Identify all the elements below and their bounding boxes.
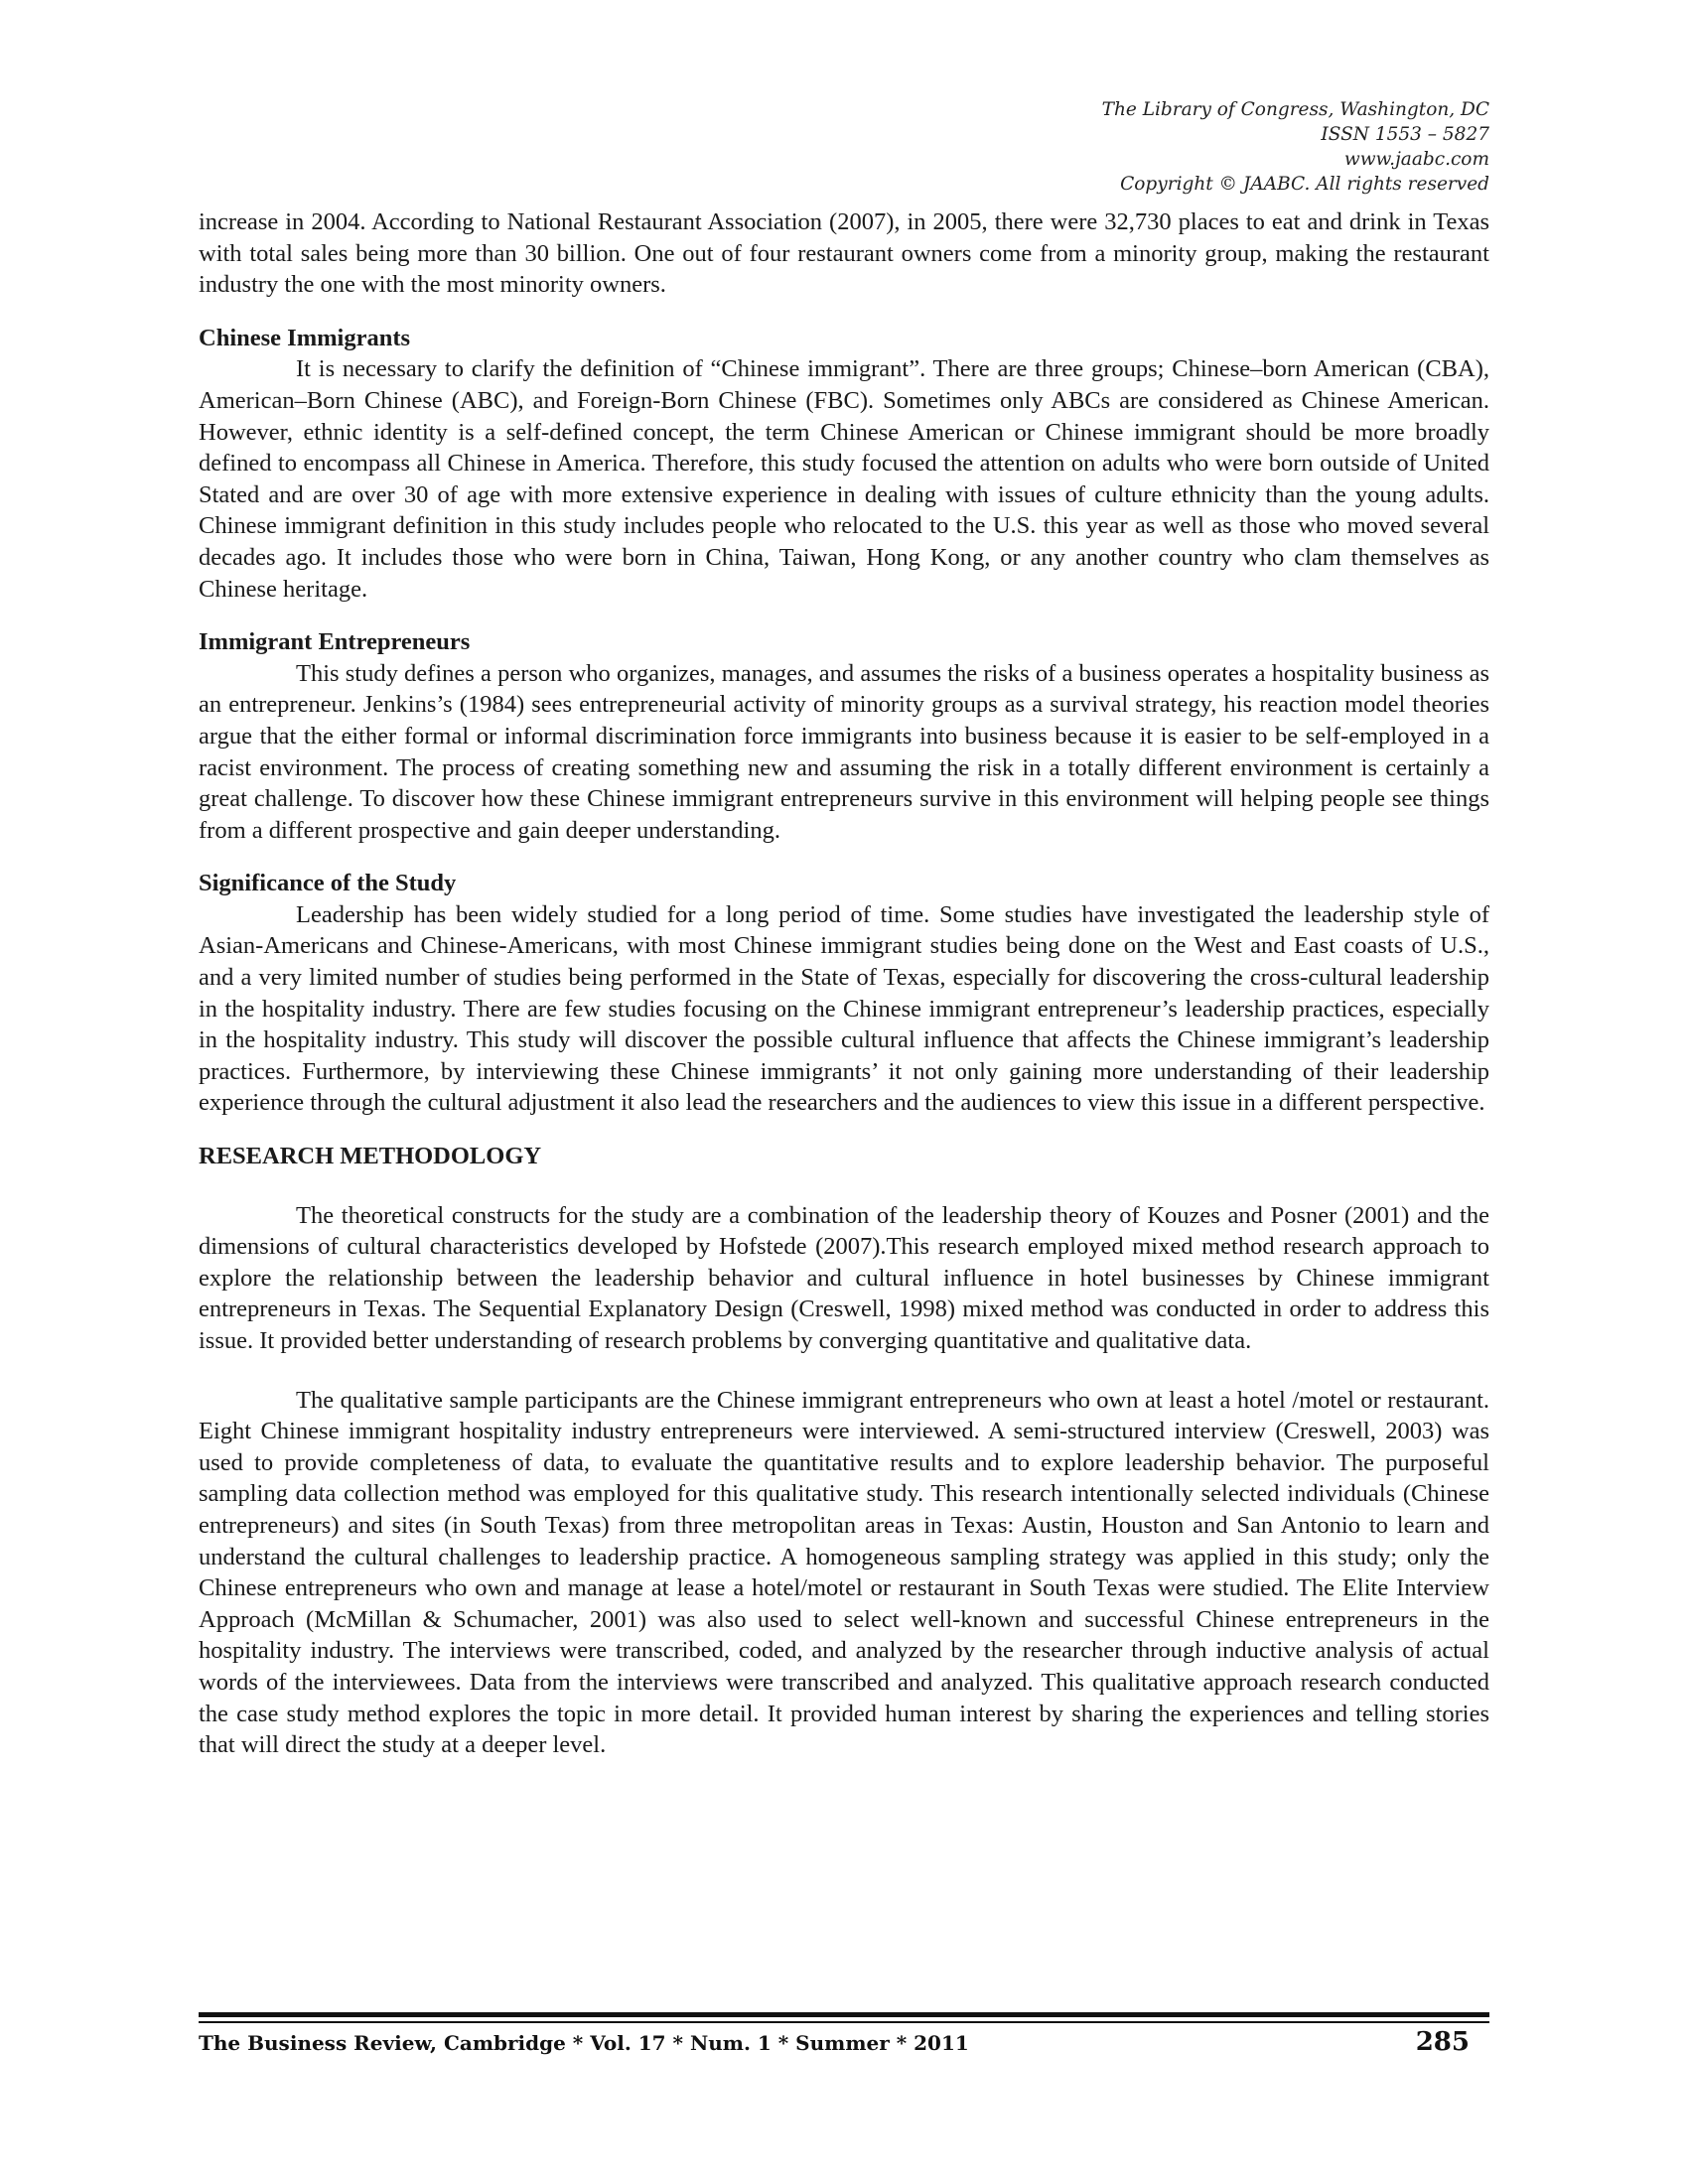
heading-chinese-immigrants: Chinese Immigrants xyxy=(199,324,411,351)
page-number: 285 xyxy=(1415,2027,1470,2057)
footer-rule-thin xyxy=(199,2021,1489,2023)
header-publisher-line: The Library of Congress, Washington, DC xyxy=(1101,99,1489,120)
paragraph-methodology-2: The qualitative sample participants are the Chinese immigrant entrepreneurs who own at least a hotel /motel or restaurant. Eight Chinese immigrant hospitality industry entrepreneurs were interviewed. A semi-structured interview (Creswell, 2003) was used to provide completeness of data, to evaluate the quantitative results and to explore leadership behavior. The purposeful sampling data collection method was employed for this qualitative study. This research intentionally selected individuals (Chinese entrepreneurs) and sites (in South Texas) from three metropolitan areas in Texas: Austin, Houston and San Antonio to learn and understand the cultural challenges to leadership practice. A homogeneous sampling strategy was applied in this study; only the Chinese entrepreneurs who own and manage at lease a hotel/motel or restaurant in South Texas were studied. The Elite Interview Approach (McMillan & Schumacher, 2001) was also used to select well-known and successful Chinese entrepreneurs in the hospitality industry. The interviews were transcribed, coded, and analyzed by the researcher through inductive analysis of actual words of the interviewees. Data from the interviews were transcribed and analyzed. This qualitative approach research conducted the case study method explores the topic in more detail. It provided human interest by sharing the experiences and telling stories that will direct the study at a deeper level. xyxy=(199,1386,1489,1759)
paragraph-methodology-1: The theoretical constructs for the study are a combination of the leadership theory of Kouzes and Posner (2001) and the dimensions of cultural characteristics developed by Hofstede (2007).This research employed mixed method research approach to explore the relationship between the leadership behavior and cultural influence in hotel businesses by Chinese immigrant entrepreneurs in Texas. The Sequential Explanatory Design (Creswell, 1998) mixed method was conducted in order to address this issue. It provided better understanding of research problems by converging quantitative and qualitative data. xyxy=(199,1201,1489,1354)
intro-paragraph: increase in 2004. According to National Restaurant Association (2007), in 2005, there were 32,730 places to eat and drink in Texas with total sales being more than 30 billion. One out of four restaurant owners come from a minority group, making the restaurant industry the one with the most minority owners. xyxy=(199,208,1489,299)
paragraph-immigrant-entrepreneurs: This study defines a person who organizes, manages, and assumes the risks of a business operates a hospitality business as an entrepreneur. Jenkins’s (1984) sees entrepreneurial activity of minority groups as a survival strategy, his reaction model theories argue that the either formal or informal discrimination force immigrants into business because it is easier to be self-employed in a racist environment. The process of creating something new and assuming the risk in a totally different environment is certainly a great challenge. To discover how these Chinese immigrant entrepreneurs survive in this environment will helping people see things from a different prospective and gain deeper understanding. xyxy=(199,659,1489,844)
header-issn-line: ISSN 1553 – 5827 xyxy=(1321,124,1489,145)
paragraph-significance: Leadership has been widely studied for a long period of time. Some studies have investigated the leadership style of Asian-Americans and Chinese-Americans, with most Chinese immigrant studies being done on the West and East coasts of U.S., and a very limited number of studies being performed in the State of Texas, especially for discovering the cross-cultural leadership in the hospitality industry. There are few studies focusing on the Chinese immigrant entrepreneur’s leadership practices, especially in the hospitality industry. This study will discover the possible cultural influence that affects the Chinese immigrant’s leadership practices. Furthermore, by interviewing these Chinese immigrants’ it not only gaining more understanding of their leadership experience through the cultural adjustment it also lead the researchers and the audiences to view this issue in a different perspective. xyxy=(199,900,1489,1117)
journal-header xyxy=(1102,97,1489,197)
heading-research-methodology: RESEARCH METHODOLOGY xyxy=(199,1143,542,1170)
paragraph-chinese-immigrants: It is necessary to clarify the definition of “Chinese immigrant”. There are three groups; Chinese–born American (CBA), American–Born Chinese (ABC), and Foreign-Born Chinese (FBC). Sometimes only ABCs are considered as Chinese American. However, ethnic identity is a self-defined concept, the term Chinese American or Chinese immigrant should be more broadly defined to encompass all Chinese in America. Therefore, this study focused the attention on adults who were born outside of United Stated and are over 30 of age with more extensive experience in dealing with issues of culture ethnicity than the young adults. Chinese immigrant definition in this study includes people who relocated to the U.S. this year as well as those who moved several decades ago. It includes those who were born in China, Taiwan, Hong Kong, or any another country who clam themselves as Chinese heritage. xyxy=(199,355,1489,603)
footer-rule-thick xyxy=(199,2012,1489,2017)
header-copyright-line: Copyright © JAABC. All rights reserved xyxy=(1120,174,1489,195)
heading-immigrant-entrepreneurs: Immigrant Entrepreneurs xyxy=(199,628,471,656)
heading-significance: Significance of the Study xyxy=(199,870,457,897)
footer-journal-citation: The Business Review, Cambridge * Vol. 17 * Num. 1 * Summer * 2011 xyxy=(199,2031,969,2055)
article-body xyxy=(199,206,1489,1761)
header-website-line: www.jaabc.com xyxy=(1343,149,1489,170)
